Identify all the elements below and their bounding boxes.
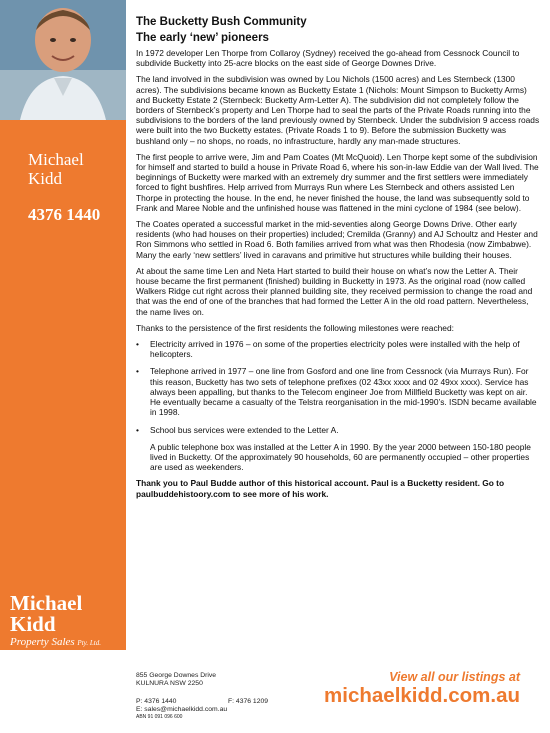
website-link[interactable]: michaelkidd.com.au [324, 684, 520, 707]
agent-phone: 4376 1440 [28, 205, 101, 224]
agent-last-name: Kidd [28, 169, 62, 188]
article-paragraph: In 1972 developer Len Thorpe from Collaroy (Sydney) received the go-ahead from Cessnock Council to subdivide Bucketty into 25-acre blocks on the east side of George Downes Drive. [136, 48, 520, 69]
list-item-text: School bus services were extended to the Letter A. [150, 424, 339, 435]
milestones-list [136, 339, 540, 435]
agent-portrait-image [0, 0, 126, 120]
list-item [136, 339, 540, 359]
brand-logo-line1: Michael [10, 591, 83, 615]
article-paragraph: The Coates operated a successful market in the mid-seventies along George Downs Drive. Other early residents (who had houses on their properties) included; Cremilda (Granny) and AJ Schoultz and Hester and Ron Simmons who settled in Road 6. Both families arrived from what was then Rhodesia (now Zimbabwe). Many the early ‘new settlers’ lived in caravans and primitive hut structures while building their houses. [136, 219, 538, 260]
brand-logo-line2: Kidd [10, 612, 56, 636]
list-item-text: Telephone arrived in 1977 – one line from Gosford and one line from Cessnock (via Murrays Run). For this reason, Bucketty has two sets of telephone prefixes (02 43xx xxxx and 02 49xx xxxx). Service has always been appalling, but thanks to the Telecom engineer Joe from Millfield Bucketty was kept on air. He eventually became a casualty of the Telstra reorganisation in the mid-1990’s. ISDN became available in 1998. [150, 366, 537, 418]
article [136, 16, 540, 505]
agent-name [28, 150, 84, 188]
closing-note: Thank you to Paul Budde author of this historical account. Paul is a Bucketty resident. Go to paulbuddehistoory.com to see more of his work. [136, 478, 505, 499]
office-contacts [136, 698, 269, 720]
article-paragraph: The land involved in the subdivision was owned by Lou Nichols (1500 acres) and Les Sternbeck (1300 acres). The subdivisions became known as Bucketty Estate 1 (Nichols: Mount Simpson to Bucketty Arms) and Bucketty Estate 2 (Sternbeck: Bucketty Arm-Letter A). The subdivision did not completely follow the borders of Sternbeck’s property and Len Thorpe had to seal the parts of the Private Roads running into the subdivisions to the borders of the land previously owned by Sternbeck. Under the subdivision 9 access roads were built into the two Bucketty estates. (Private Roads 1 to 9). Before the submission Bucketty was bushland only – no shops, no roads, no infrastructure, hardly any man-made structures. [136, 74, 540, 146]
list-item [136, 425, 540, 435]
listings-cta: View all our listings at [389, 670, 520, 684]
email-link[interactable]: E: sales@michaelkidd.com.au [136, 706, 228, 713]
bullet-icon: • [136, 424, 139, 435]
phone-number: P: 4376 1440 [136, 698, 177, 705]
article-paragraph: A public telephone box was installed at the Letter A in 1990. By the year 2000 between 150-180 people lived in Bucketty. Of the approximately 90 households, 60 are permanently occupied – other properties are used as weekenders. [150, 441, 531, 473]
fax-number: F: 4376 1209 [228, 698, 269, 705]
article-paragraph: At about the same time Len and Neta Hart started to build their house on what’s now the Letter A. Their house became the first permanent (finished) building in Bucketty in 1973. As the original road (now called Walkers Ridge cut right across their planned building site, they received permission to change the road and that was the end of one of the branches that had formed the Letter A in the old road pattern. Nevertheless, the name lives on. [136, 265, 533, 317]
agent-first-name: Michael [28, 150, 84, 169]
article-subtitle: The early ‘new’ pioneers [136, 32, 269, 44]
office-address [136, 672, 216, 688]
abn-number: ABN 91 091 096 600 [136, 714, 183, 720]
article-paragraph: Thanks to the persistence of the first residents the following milestones were reached: [136, 322, 454, 333]
address-line: KULNURA NSW 2250 [136, 680, 203, 687]
agent-photo [0, 0, 126, 120]
brand-tagline [10, 636, 101, 648]
address-line: 855 George Downes Drive [136, 672, 217, 679]
bullet-icon: • [136, 366, 139, 377]
list-item [136, 366, 540, 417]
brand-suffix: Pty. Ltd. [77, 639, 101, 647]
bullet-icon: • [136, 339, 139, 350]
article-paragraph: The first people to arrive were, Jim and Pam Coates (Mt McQuoid). Len Thorpe kept some of the subdivision for himself and started to build a house in Private Road 6, where his son-in-law Eddie van der Wall lived. The beginnings of Bucketty were marked with an extremely dry summer and the first settlers were immediately forced to fight bushfires. Help arrived from Murrays Run where Les Sternbeck and others assisted Len Thorpe in protecting the house. In the end, he never finished the house, the land was subsequently sold to Frank and Maree Noble and the unfinished house was flattened in the mini cyclone of 1984 (see below). [136, 151, 539, 213]
brand-tagline-text: Property Sales [10, 636, 75, 648]
agent-sidebar [0, 0, 126, 650]
list-item-text: Electricity arrived in 1976 – on some of the properties electricity poles were installed with the help of helicopters. [150, 339, 520, 360]
article-title: The Bucketty Bush Community [136, 16, 307, 28]
